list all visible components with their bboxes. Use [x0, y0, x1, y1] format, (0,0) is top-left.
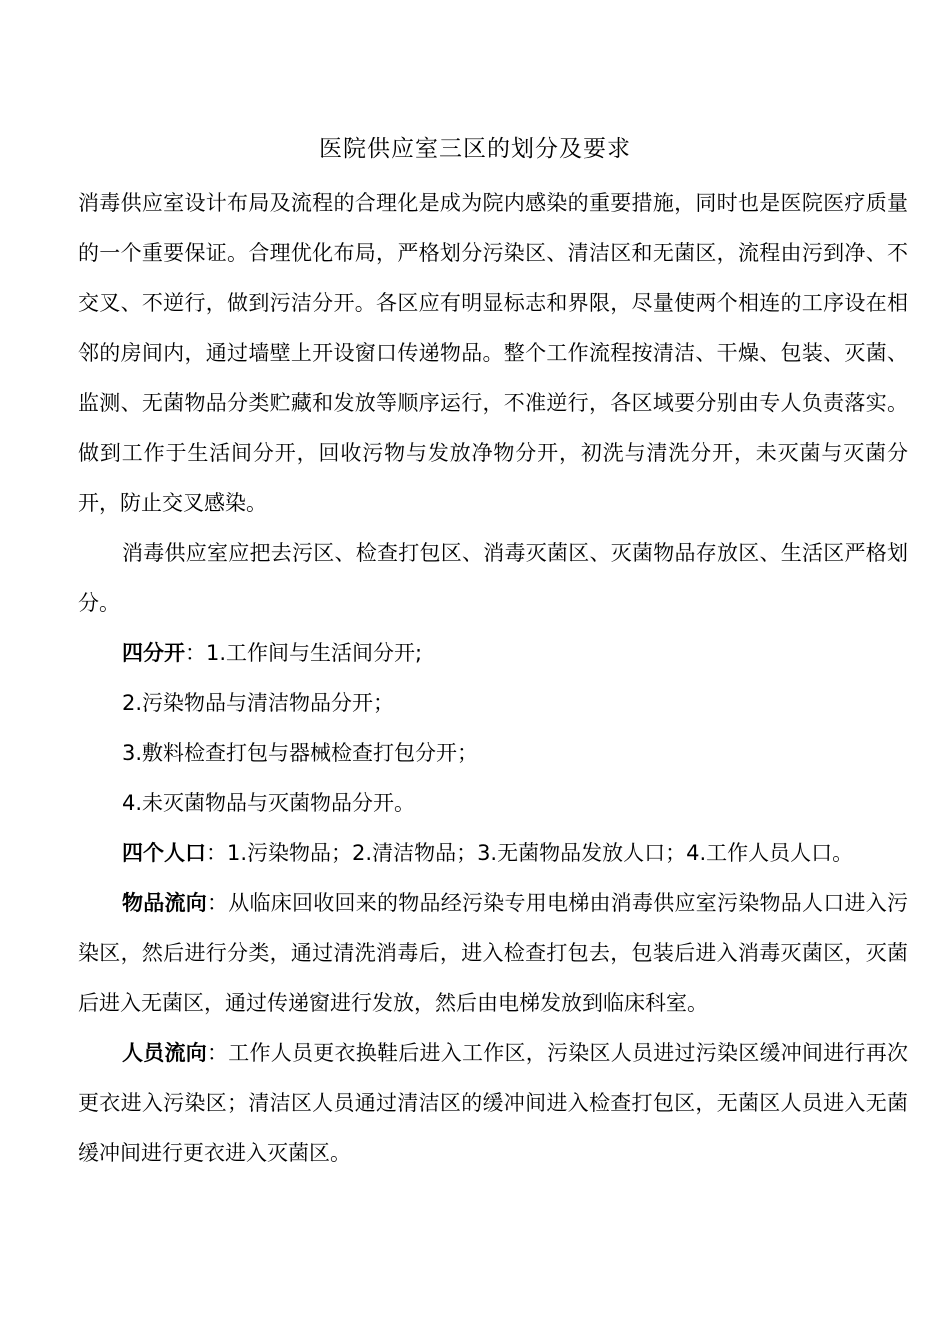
four-separations-text-1: ：1.工作间与生活间分开;: [185, 641, 423, 665]
four-separations-label: 四分开: [122, 641, 185, 665]
staff-flow-text: ：工作人员更衣换鞋后进入工作区，污染区人员进过污染区缓冲间进行再次更衣进入污染区；清洁区人员通过清洁区的缓冲间进入检查打包区，无菌区人员进入无菌缓冲间进行更衣进入灭菌区。: [78, 1041, 908, 1165]
document-title: 医院供应室三区的划分及要求: [319, 136, 631, 162]
staff-flow-paragraph: [78, 1028, 908, 1178]
paragraph-layout-overview: 消毒供应室设计布局及流程的合理化是成为院内感染的重要措施，同时也是医院医疗质量的一个重要保证。合理优化布局，严格划分污染区、清洁区和无菌区，流程由污到净、不交叉、不逆行，做到污洁分开。各区应有明显标志和界限，尽量使两个相连的工序设在相邻的房间内，通过墙壁上开设窗口传递物品。整个工作流程按清洁、干燥、包装、灭菌、监测、无菌物品分类贮藏和发放等顺序运行，不准逆行，各区域要分别由专人负责落实。做到工作于生活间分开，回收污物与发放净物分开，初洗与清洗分开，未灭菌与灭菌分开，防止交叉感染。: [78, 191, 908, 515]
four-entrances-text: ：1.污染物品；2.清洁物品；3.无菌物品发放人口；4.工作人员人口。: [206, 841, 854, 865]
item-flow-label: 物品流向: [122, 891, 207, 915]
item-flow-text: ：从临床回收回来的物品经污染专用电梯由消毒供应室污染物品人口进入污染区，然后进行分类，通过清洗消毒后，进入检查打包去，包装后进入消毒灭菌区，灭菌后进入无菌区，通过传递窗进行发放，然后由电梯发放到临床科室。: [78, 891, 908, 1015]
four-separations-item-4: 4.未灭菌物品与灭菌物品分开。: [122, 791, 416, 815]
paragraph-zone-division: 消毒供应室应把去污区、检查打包区、消毒灭菌区、灭菌物品存放区、生活区严格划分。: [78, 541, 908, 615]
document-body: [78, 178, 908, 1178]
four-entrances-label: 四个人口: [122, 841, 206, 865]
four-entrances-paragraph: [78, 828, 908, 878]
four-separations-item-2: 2.污染物品与清洁物品分开；: [122, 691, 395, 715]
four-separations-item-3: 3.敷料检查打包与器械检查打包分开；: [122, 741, 479, 765]
item-flow-paragraph: [78, 878, 908, 1028]
staff-flow-label: 人员流向: [122, 1041, 207, 1065]
four-separations-item-1: [78, 628, 908, 678]
